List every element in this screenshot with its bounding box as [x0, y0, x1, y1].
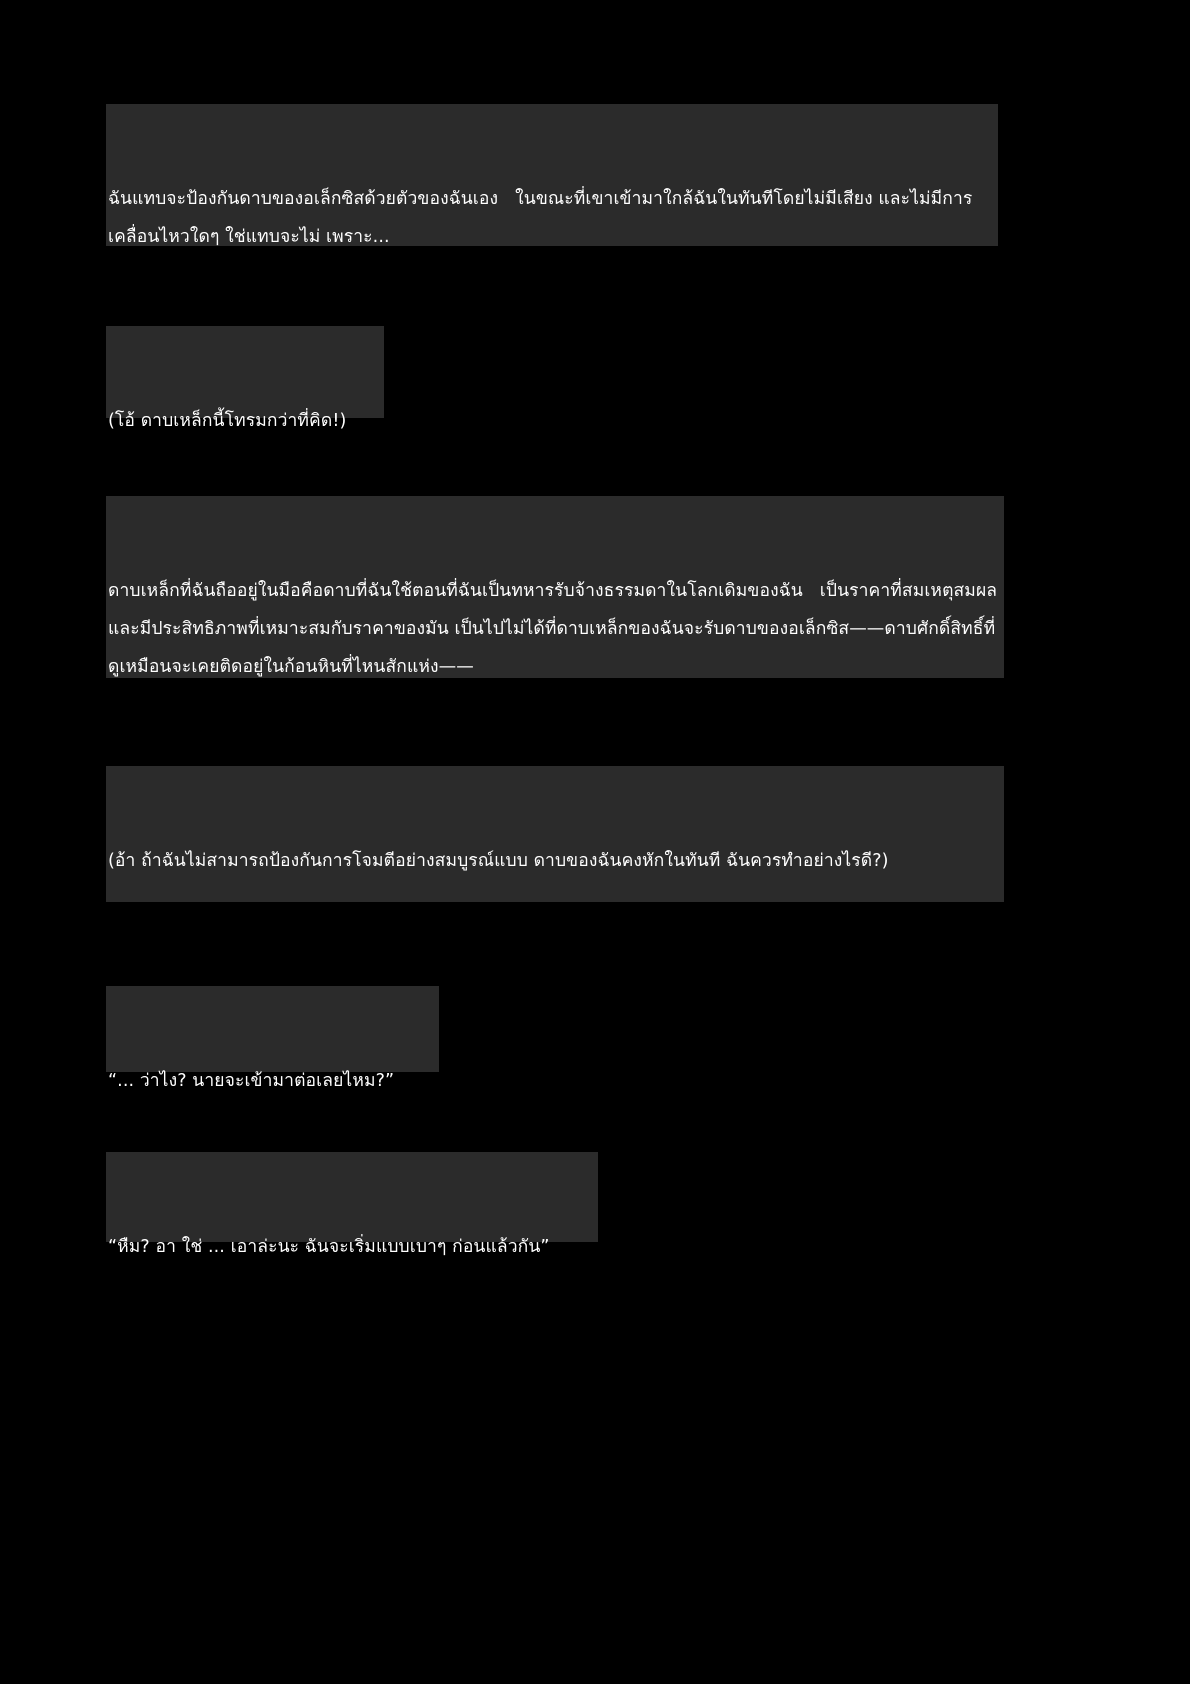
paragraph-block-3	[106, 496, 1004, 678]
paragraph-text-4: (อ้า ถ้าฉันไม่สามารถป้องกันการโจมตีอย่างสมบูรณ์แบบ ดาบของฉันคงหักในทันที ฉันควรทำอย่างไรดี?)	[108, 851, 889, 871]
paragraph-block-1	[106, 104, 998, 246]
paragraph-text-3: ดาบเหล็กที่ฉันถืออยู่ในมือคือดาบที่ฉันใช้ตอนที่ฉันเป็นทหารรับจ้างธรรมดาในโลกเดิมของฉัน เป็นราคาที่สมเหตุสมผลและมีประสิทธิภาพที่เหมาะสมกับราคาของมัน เป็นไปไม่ได้ที่ดาบเหล็กของฉันจะรับดาบของอเล็กซิส——ดาบศักดิ์สิทธิ์ที่ดูเหมือนจะเคยติดอยู่ในก้อนหินที่ไหนสักแห่ง——	[108, 581, 998, 677]
paragraph-block-5	[106, 986, 439, 1091]
paragraph-block-4	[106, 766, 1004, 902]
paragraph-text-5: “... ว่าไง? นายจะเข้ามาต่อเลยไหม?”	[108, 1071, 395, 1091]
paragraph-text-1: ฉันแทบจะป้องกันดาบของอเล็กซิสด้วยตัวของฉันเอง ในขณะที่เขาเข้ามาใกล้ฉันในทันทีโดยไม่มีเสียง และไม่มีการเคลื่อนไหวใดๆ ใช่แทบจะไม่ เพราะ...	[108, 189, 973, 247]
paragraph-text-2: (โอ้ ดาบเหล็กนี้โทรมกว่าที่คิด!)	[108, 411, 347, 431]
paragraph-text-6: “หืม? อา ใช่ ... เอาล่ะนะ ฉันจะเริ่มแบบเบาๆ ก่อนแล้วกัน”	[108, 1237, 550, 1257]
paragraph-block-2	[106, 326, 384, 431]
paragraph-block-6	[106, 1152, 598, 1257]
